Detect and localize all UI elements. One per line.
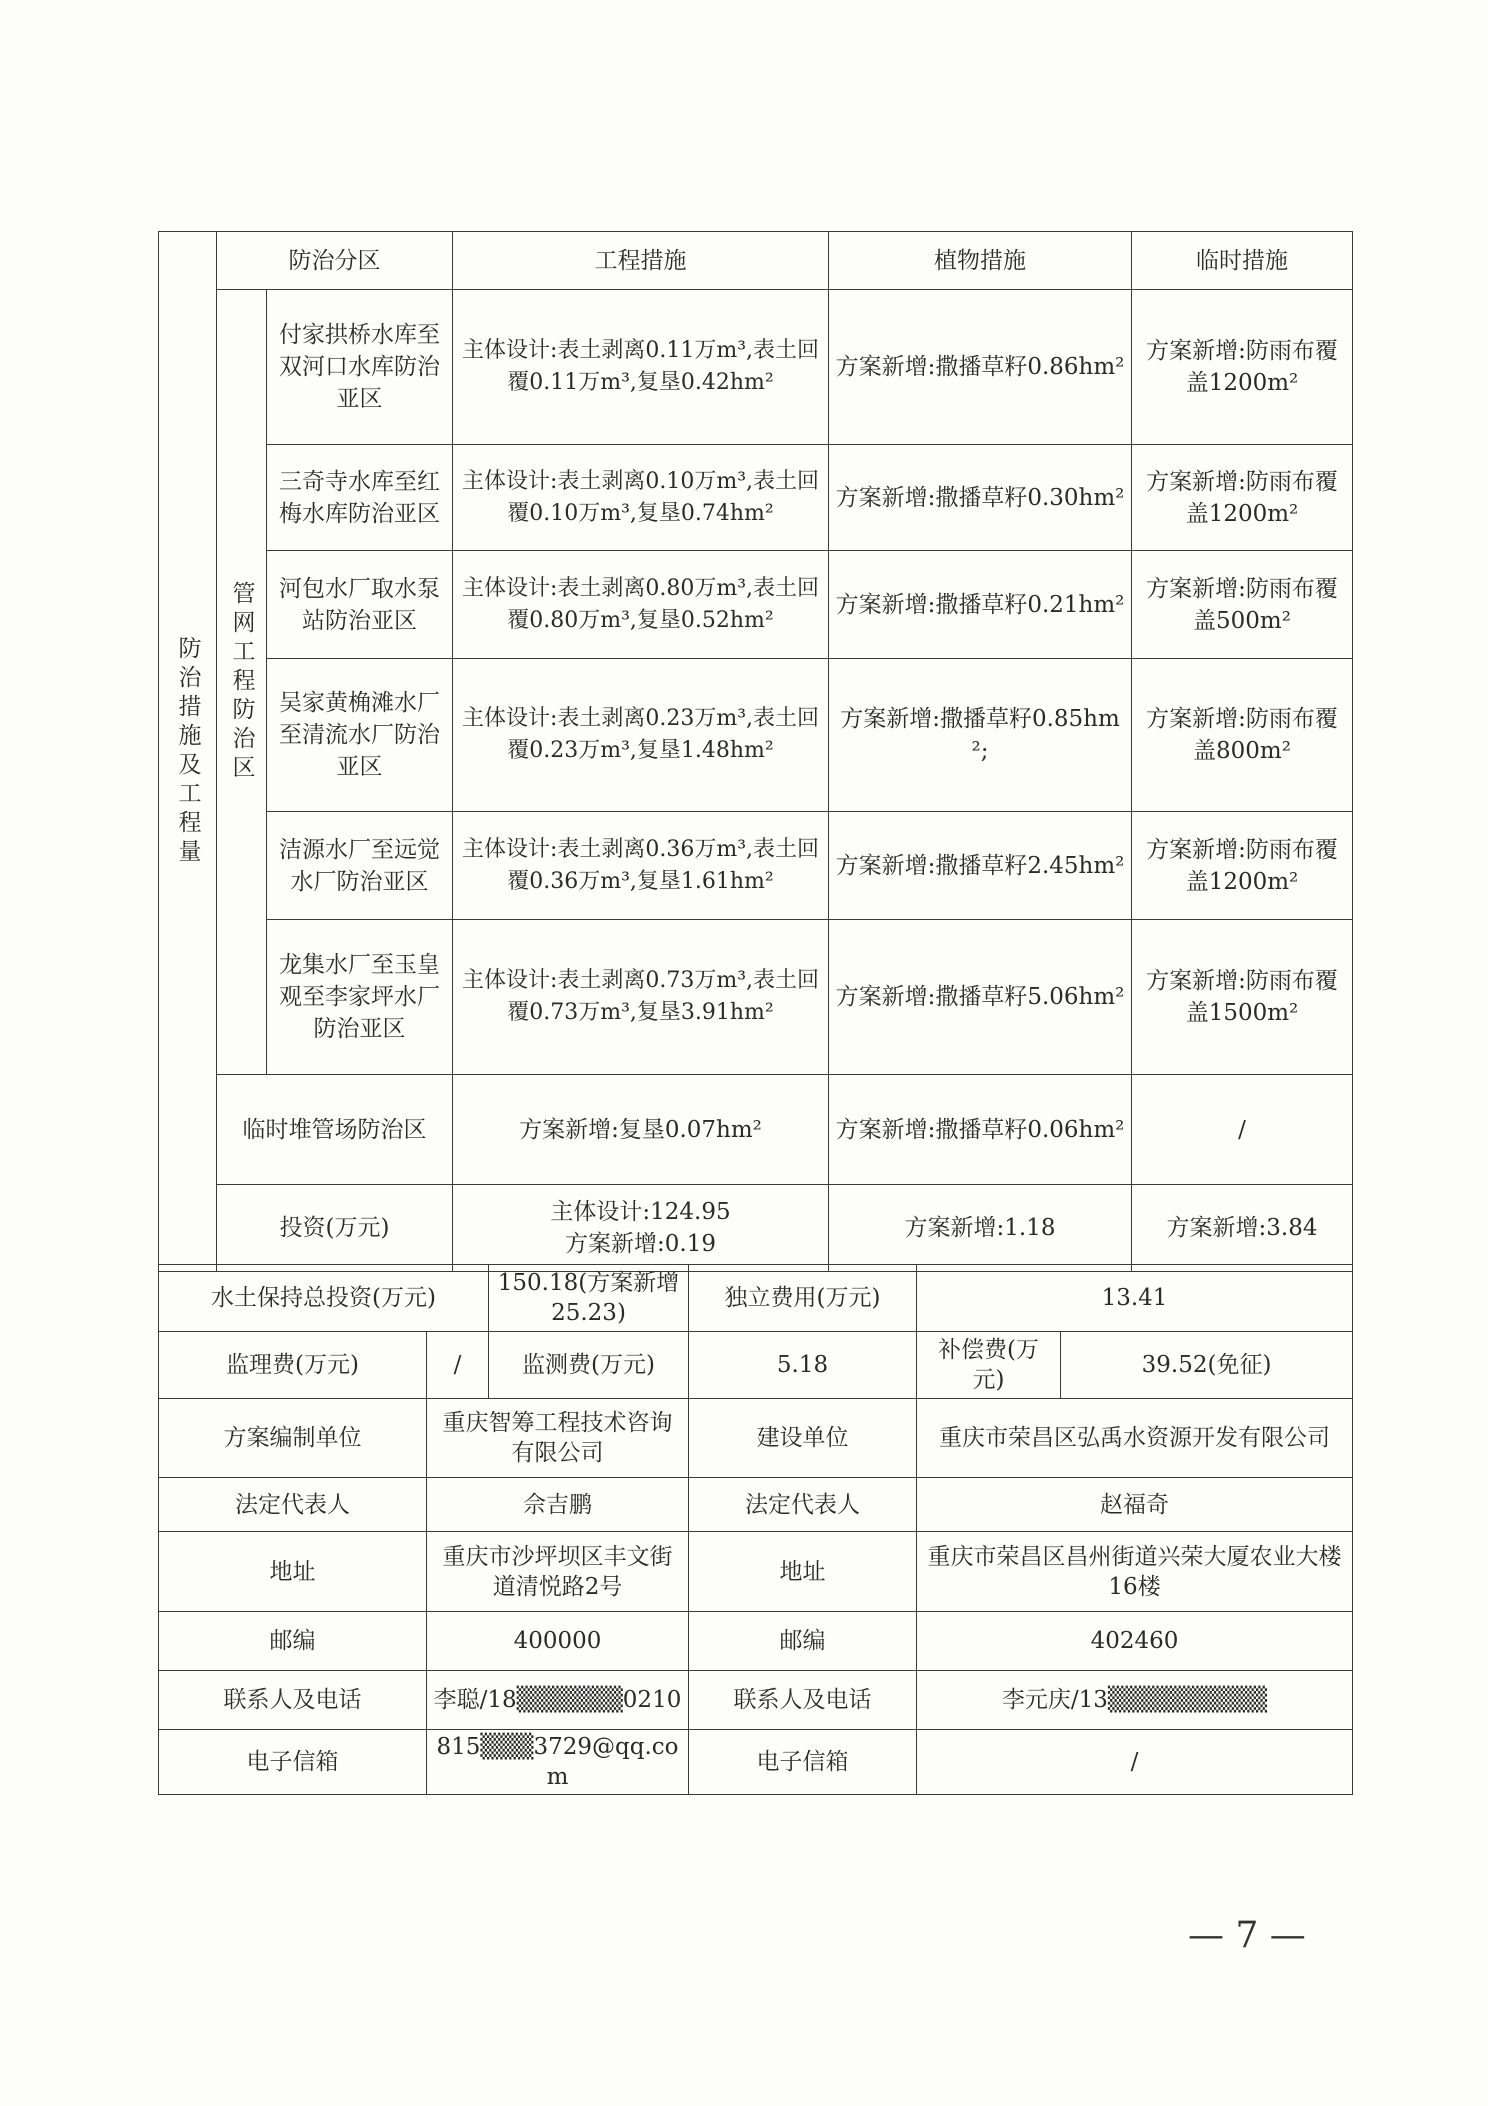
subzone-plant: 方案新增:撒播草籽2.45hm² <box>829 812 1132 920</box>
build-address-label: 地址 <box>689 1532 917 1612</box>
investment-engineering <box>453 1185 829 1272</box>
supervision-fee-label: 监理费(万元) <box>159 1332 427 1399</box>
subzone-temporary: 方案新增:防雨布覆盖1200m² <box>1132 445 1353 551</box>
plan-address-value: 重庆市沙坪坝区丰文街道清悦路2号 <box>427 1532 689 1612</box>
page-number: — 7 — <box>1188 1915 1306 1956</box>
plan-unit-label: 方案编制单位 <box>159 1399 427 1478</box>
temp-yard-engineering: 方案新增:复垦0.07hm² <box>453 1075 829 1185</box>
table-row <box>159 920 1353 1075</box>
plan-unit-value: 重庆智筹工程技术咨询有限公司 <box>427 1399 689 1478</box>
table-row <box>159 1730 1353 1795</box>
table-row <box>159 659 1353 812</box>
monitoring-fee-value: 5.18 <box>689 1332 917 1399</box>
build-contact-value: 李元庆/13▒▒▒▒▒▒▒▒▒ <box>917 1671 1353 1730</box>
independent-cost-value: 13.41 <box>917 1265 1353 1332</box>
plan-contact-label: 联系人及电话 <box>159 1671 427 1730</box>
measures-table <box>158 231 1353 1272</box>
investment-temporary: 方案新增:3.84 <box>1132 1185 1353 1272</box>
build-postcode-value: 402460 <box>917 1612 1353 1671</box>
subzone-engineering: 主体设计:表土剥离0.73万m³,表土回覆0.73万m³,复垦3.91hm² <box>453 920 829 1075</box>
independent-cost-label: 独立费用(万元) <box>689 1265 917 1332</box>
table-row <box>159 290 1353 445</box>
summary-table <box>158 1264 1353 1795</box>
plan-email-value: 815▒▒▒3729@qq.com <box>427 1730 689 1795</box>
subzone-temporary: 方案新增:防雨布覆盖1200m² <box>1132 812 1353 920</box>
subzone-plant: 方案新增:撒播草籽5.06hm² <box>829 920 1132 1075</box>
subzone-plant: 方案新增:撒播草籽0.21hm² <box>829 551 1132 659</box>
table-row <box>159 1399 1353 1478</box>
temp-yard-name: 临时堆管场防治区 <box>217 1075 453 1185</box>
plan-postcode-label: 邮编 <box>159 1612 427 1671</box>
compensation-fee-label: 补偿费(万元) <box>917 1332 1061 1399</box>
build-unit-value: 重庆市荣昌区弘禹水资源开发有限公司 <box>917 1399 1353 1478</box>
subzone-name: 付家拱桥水库至双河口水库防治亚区 <box>267 290 453 445</box>
header-zone: 防治分区 <box>217 232 453 290</box>
measures-row-label <box>159 232 217 1272</box>
subzone-plant: 方案新增:撒播草籽0.85hm²; <box>829 659 1132 812</box>
subzone-engineering: 主体设计:表土剥离0.80万m³,表土回覆0.80万m³,复垦0.52hm² <box>453 551 829 659</box>
monitoring-fee-label: 监测费(万元) <box>489 1332 689 1399</box>
header-temporary: 临时措施 <box>1132 232 1353 290</box>
table-row <box>159 1671 1353 1730</box>
table-row <box>159 1478 1353 1532</box>
plan-postcode-value: 400000 <box>427 1612 689 1671</box>
table-row <box>159 445 1353 551</box>
subzone-name: 吴家黄桷滩水厂至清流水厂防治亚区 <box>267 659 453 812</box>
pipeline-zone-label-text: 管网工程防治区 <box>228 580 255 784</box>
plan-legal-rep-value: 佘吉鹏 <box>427 1478 689 1532</box>
total-investment-value: 150.18(方案新增25.23) <box>489 1265 689 1332</box>
plan-legal-rep-label: 法定代表人 <box>159 1478 427 1532</box>
build-unit-label: 建设单位 <box>689 1399 917 1478</box>
subzone-name: 洁源水厂至远觉水厂防治亚区 <box>267 812 453 920</box>
build-address-value: 重庆市荣昌区昌州街道兴荣大厦农业大楼16楼 <box>917 1532 1353 1612</box>
measures-row-label-text: 防治措施及工程量 <box>174 635 201 868</box>
build-contact-label: 联系人及电话 <box>689 1671 917 1730</box>
pipeline-zone-label <box>217 290 267 1075</box>
investment-engineering-line2: 方案新增:0.19 <box>565 1231 716 1257</box>
header-engineering: 工程措施 <box>453 232 829 290</box>
build-legal-rep-value: 赵福奇 <box>917 1478 1353 1532</box>
table-row <box>159 1612 1353 1671</box>
table-row <box>159 551 1353 659</box>
build-legal-rep-label: 法定代表人 <box>689 1478 917 1532</box>
subzone-plant: 方案新增:撒播草籽0.86hm² <box>829 290 1132 445</box>
table-row <box>159 1332 1353 1399</box>
plan-email-label: 电子信箱 <box>159 1730 427 1795</box>
subzone-plant: 方案新增:撒播草籽0.30hm² <box>829 445 1132 551</box>
table-row <box>159 1075 1353 1185</box>
table-row <box>159 1185 1353 1272</box>
table-row <box>159 812 1353 920</box>
subzone-temporary: 方案新增:防雨布覆盖1200m² <box>1132 290 1353 445</box>
plan-contact-value: 李聪/18▒▒▒▒▒▒0210 <box>427 1671 689 1730</box>
table-header-row <box>159 232 1353 290</box>
subzone-engineering: 主体设计:表土剥离0.36万m³,表土回覆0.36万m³,复垦1.61hm² <box>453 812 829 920</box>
subzone-temporary: 方案新增:防雨布覆盖800m² <box>1132 659 1353 812</box>
table-row <box>159 1532 1353 1612</box>
subzone-engineering: 主体设计:表土剥离0.11万m³,表土回覆0.11万m³,复垦0.42hm² <box>453 290 829 445</box>
subzone-name: 三奇寺水库至红梅水库防治亚区 <box>267 445 453 551</box>
investment-engineering-line1: 主体设计:124.95 <box>550 1199 731 1225</box>
subzone-engineering: 主体设计:表土剥离0.23万m³,表土回覆0.23万m³,复垦1.48hm² <box>453 659 829 812</box>
plan-address-label: 地址 <box>159 1532 427 1612</box>
build-email-value: / <box>917 1730 1353 1795</box>
subzone-temporary: 方案新增:防雨布覆盖1500m² <box>1132 920 1353 1075</box>
temp-yard-plant: 方案新增:撒播草籽0.06hm² <box>829 1075 1132 1185</box>
subzone-name: 河包水厂取水泵站防治亚区 <box>267 551 453 659</box>
subzone-engineering: 主体设计:表土剥离0.10万m³,表土回覆0.10万m³,复垦0.74hm² <box>453 445 829 551</box>
total-investment-label: 水土保持总投资(万元) <box>159 1265 489 1332</box>
temp-yard-temporary: / <box>1132 1075 1353 1185</box>
header-plant: 植物措施 <box>829 232 1132 290</box>
supervision-fee-value: / <box>427 1332 489 1399</box>
investment-label: 投资(万元) <box>217 1185 453 1272</box>
subzone-temporary: 方案新增:防雨布覆盖500m² <box>1132 551 1353 659</box>
build-email-label: 电子信箱 <box>689 1730 917 1795</box>
table-row <box>159 1265 1353 1332</box>
investment-plant: 方案新增:1.18 <box>829 1185 1132 1272</box>
subzone-name: 龙集水厂至玉皇观至李家坪水厂防治亚区 <box>267 920 453 1075</box>
build-postcode-label: 邮编 <box>689 1612 917 1671</box>
compensation-fee-value: 39.52(免征) <box>1061 1332 1353 1399</box>
